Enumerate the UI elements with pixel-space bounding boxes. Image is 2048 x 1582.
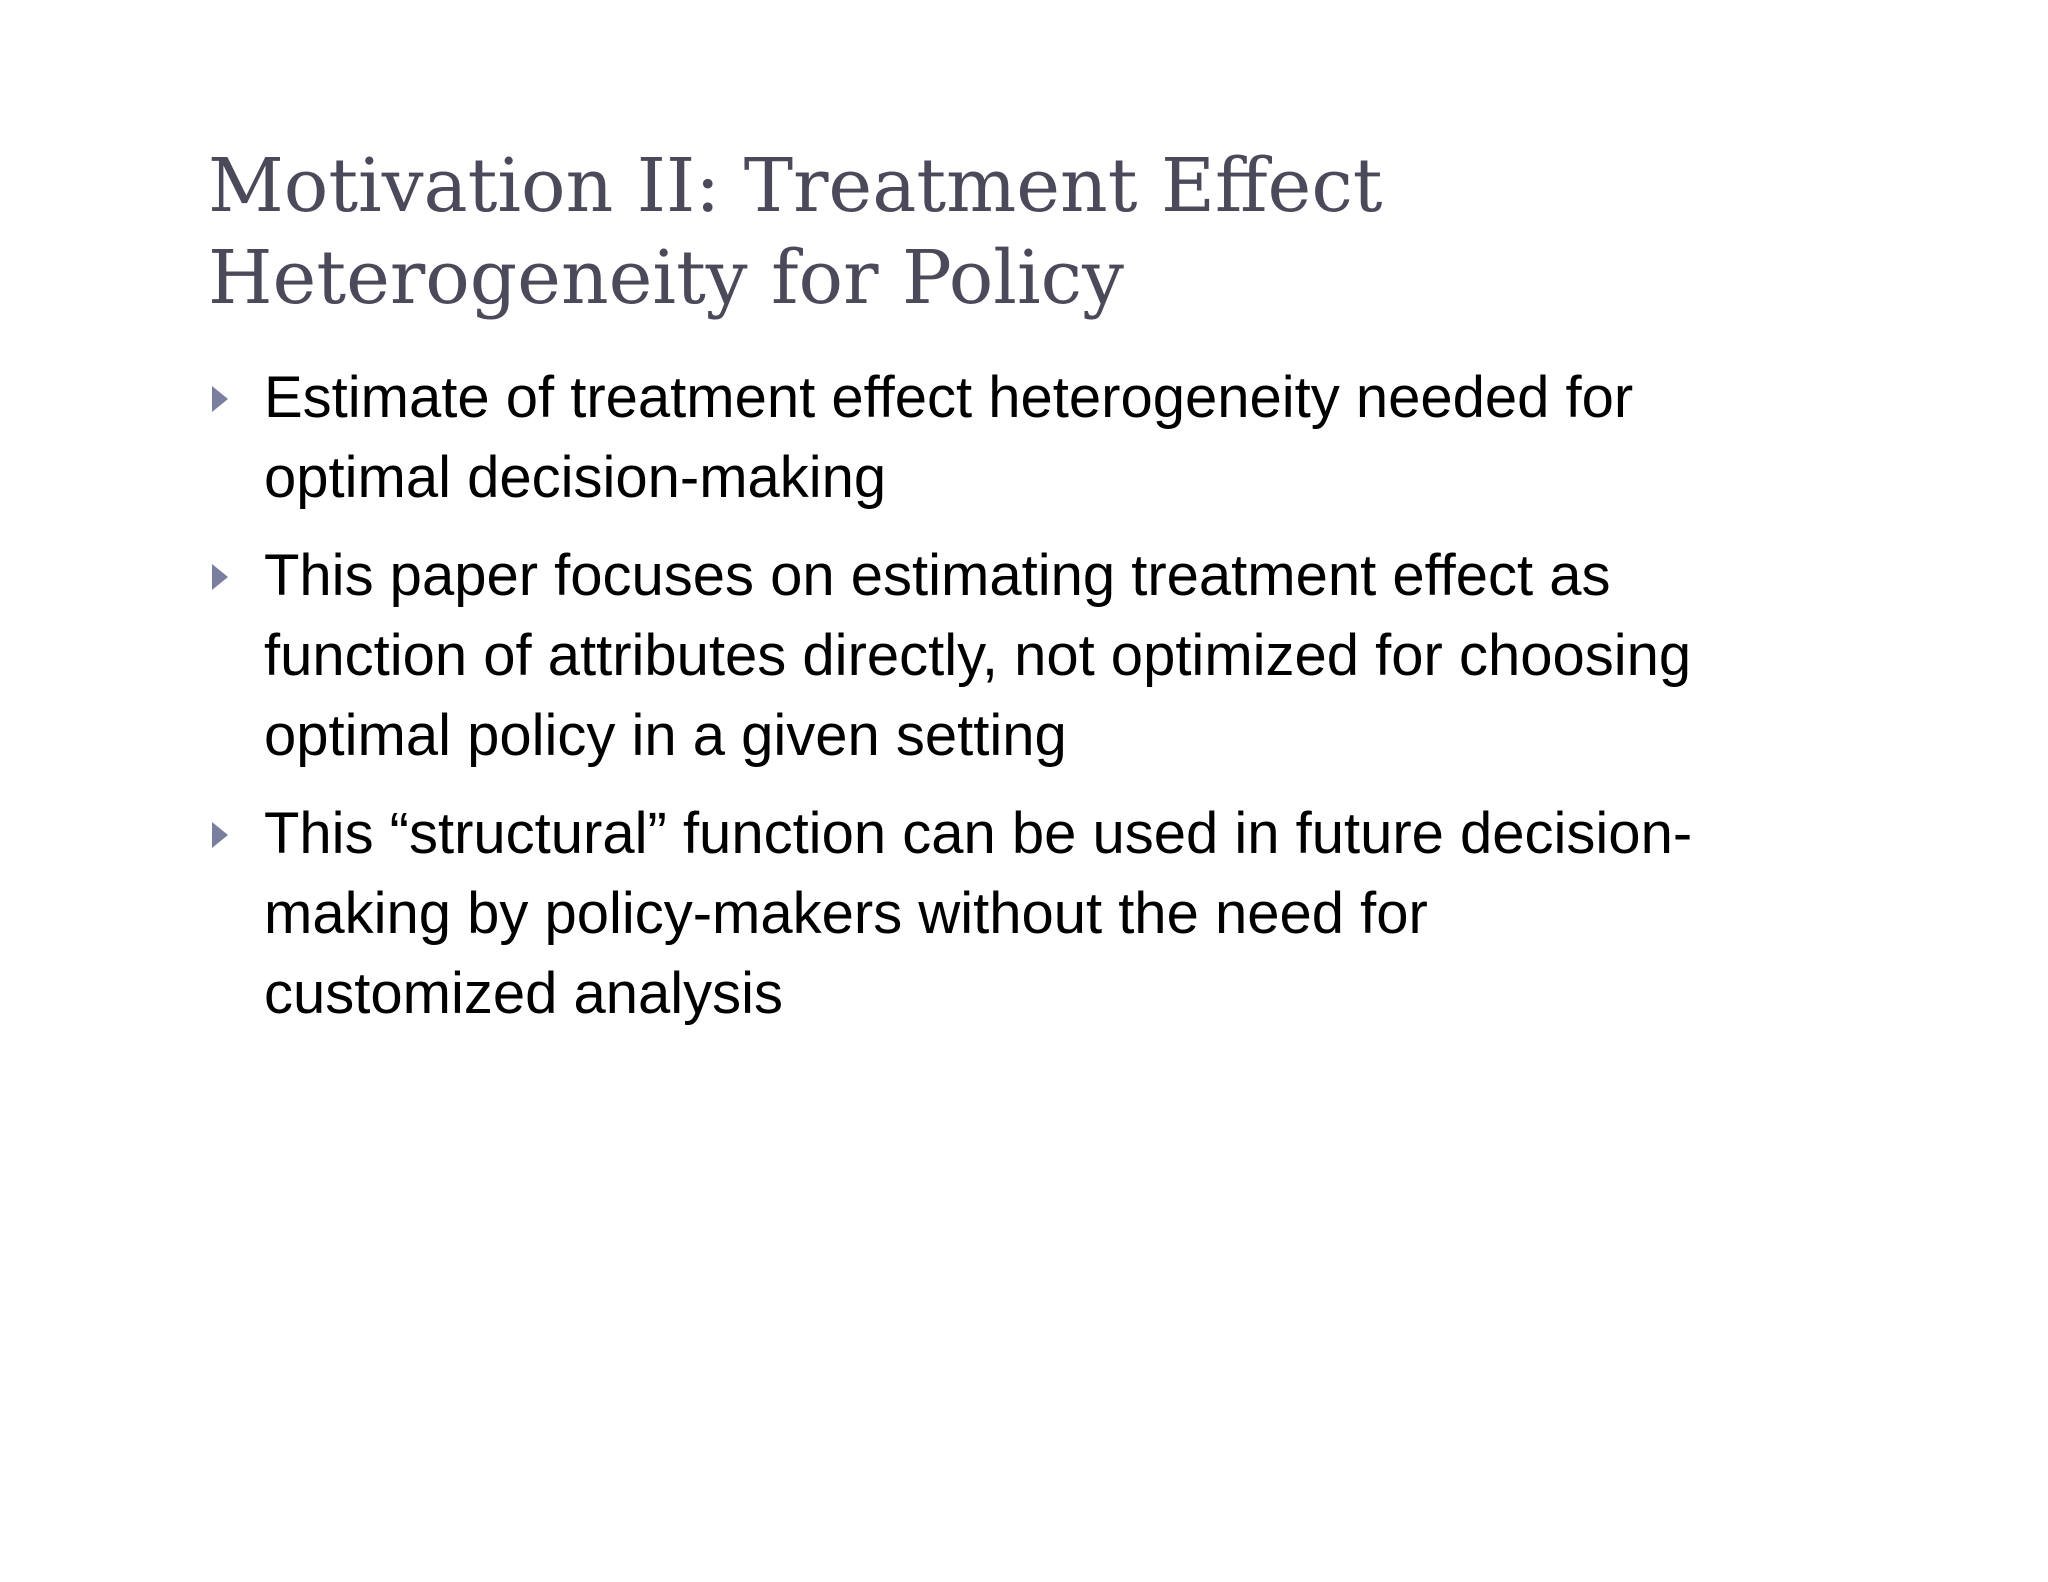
bullet-text-line: making by policy-makers without the need for xyxy=(264,881,1428,946)
bullet-item xyxy=(208,536,1848,776)
slide-title xyxy=(208,140,1858,324)
bullet-text-line: function of attributes directly, not optimized for choosing xyxy=(264,623,1692,688)
bullet-item xyxy=(208,794,1848,1034)
bullet-text-line: customized analysis xyxy=(264,961,783,1026)
title-line: Heterogeneity for Policy xyxy=(208,235,1124,321)
bullet-text-line: Estimate of treatment effect heterogeneity needed for xyxy=(264,365,1634,430)
triangle-bullet-icon xyxy=(212,386,228,412)
bullet-list xyxy=(208,358,1848,1052)
bullet-text-line: optimal policy in a given setting xyxy=(264,703,1067,768)
bullet-item xyxy=(208,358,1848,518)
bullet-text-line: optimal decision-making xyxy=(264,445,887,510)
triangle-bullet-icon xyxy=(212,822,228,848)
bullet-text-line: This “structural” function can be used in future decision- xyxy=(264,801,1693,866)
bullet-text-line: This paper focuses on estimating treatment effect as xyxy=(264,543,1611,608)
triangle-bullet-icon xyxy=(212,564,228,590)
title-line: Motivation II: Treatment Effect xyxy=(208,143,1383,229)
